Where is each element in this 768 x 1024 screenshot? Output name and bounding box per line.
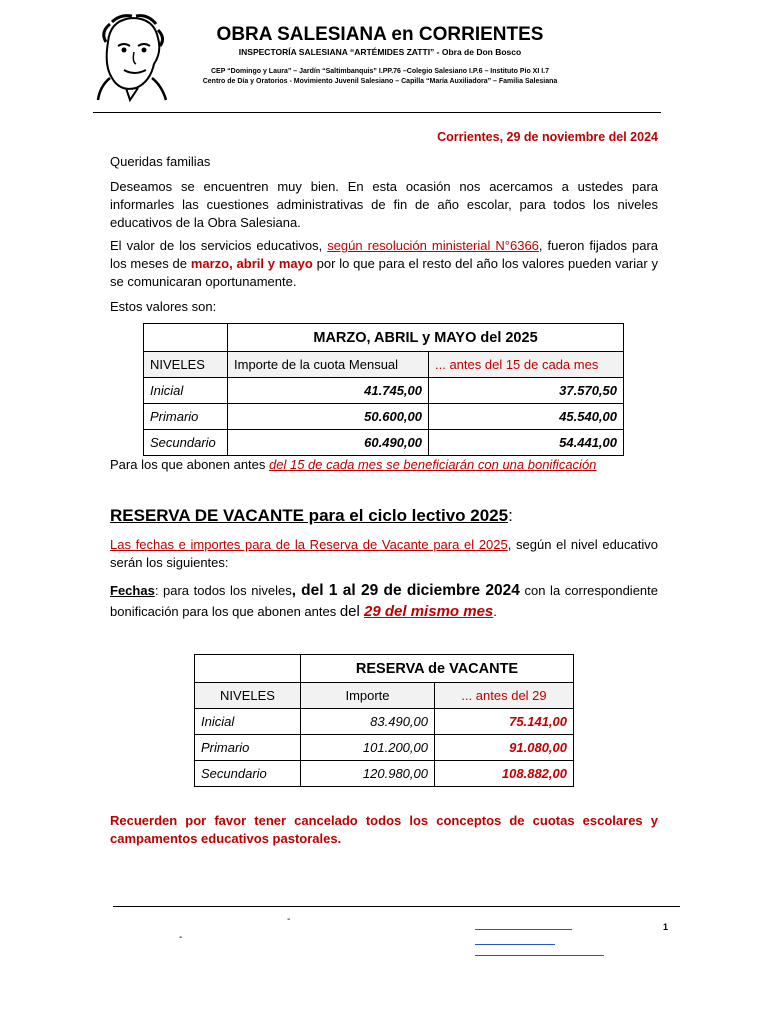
fechas-label: Fechas	[110, 583, 155, 598]
reserva-amount: 101.200,00	[301, 735, 435, 761]
fees-level: Secundario	[144, 430, 228, 456]
reserva-level: Secundario	[195, 761, 301, 787]
reserva-early: 75.141,00	[435, 709, 574, 735]
fees-header-niveles: NIVELES	[144, 352, 228, 378]
org-groups-line: Centro de Día y Oratorios - Movimiento Juvenil Salesiano – Capilla “María Auxiliadora” – Familia Salesiana	[202, 78, 558, 85]
footer-dash: -	[179, 932, 183, 943]
fechas-del: del	[339, 603, 365, 620]
fees-header-antes: ... antes del 15 de cada mes	[429, 352, 624, 378]
reserva-header-antes: ... antes del 29	[435, 683, 574, 709]
fees-level: Inicial	[144, 378, 228, 404]
reserva-header-importe: Importe	[301, 683, 435, 709]
fees-monthly: 50.600,00	[228, 404, 429, 430]
reserva-level: Inicial	[195, 709, 301, 735]
fees-monthly: 60.490,00	[228, 430, 429, 456]
valor-text-1: El valor de los servicios educativos,	[110, 238, 328, 253]
table-row	[195, 761, 574, 787]
org-title: OBRA SALESIANA en CORRIENTES	[216, 24, 544, 45]
header-divider	[93, 112, 661, 113]
reserva-amount: 120.980,00	[301, 761, 435, 787]
valor-text-2: , fueron fijados para los meses de	[110, 238, 658, 271]
table-row	[144, 404, 624, 430]
footer-link[interactable]	[475, 955, 604, 957]
fees-early: 54.441,00	[429, 430, 624, 456]
reserva-intro	[110, 536, 658, 572]
reserva-table-title: RESERVA de VACANTE	[301, 655, 574, 683]
fees-monthly: 41.745,00	[228, 378, 429, 404]
footer-link[interactable]	[475, 944, 555, 946]
fechas-end: .	[493, 604, 497, 619]
page-number: 1	[663, 922, 669, 932]
reserva-level: Primario	[195, 735, 301, 761]
fechas-text-2: con la correspondiente bonificación para los que abonen antes	[110, 583, 658, 619]
values-intro: Estos valores son:	[110, 299, 217, 314]
reserva-heading-colon: :	[508, 506, 513, 525]
table-row	[144, 430, 624, 456]
fechas-comma: ,	[291, 582, 296, 599]
fees-table	[143, 323, 624, 456]
footer-link[interactable]	[475, 929, 572, 931]
table-row	[144, 378, 624, 404]
org-subtitle: INSPECTORÍA SALESIANA “ARTÉMIDES ZATTI” - Obra de Don Bosco	[238, 47, 522, 57]
footer-divider	[113, 906, 680, 907]
valor-text-3: por lo que para el resto del año los valores pueden variar y se comunicaran oportunamente.	[110, 256, 658, 289]
fechas-paragraph	[110, 580, 658, 622]
reserva-heading	[110, 506, 513, 526]
reserva-heading-text: RESERVA DE VACANTE para el ciclo lectivo 2025	[110, 506, 509, 525]
fees-table-corner	[144, 324, 228, 352]
reserva-intro-link[interactable]: Las fechas e importes para de la Reserva de Vacante para el 2025	[110, 537, 508, 552]
valor-paragraph	[110, 237, 658, 291]
letter-date: Corrientes, 29 de noviembre del 2024	[437, 130, 658, 144]
reserva-table-corner	[195, 655, 301, 683]
fees-header-importe: Importe de la cuota Mensual	[228, 352, 429, 378]
discount-text: Para los que abonen antes	[110, 457, 270, 472]
reserva-table	[194, 654, 574, 787]
fechas-text-1: : para todos los niveles	[154, 583, 292, 598]
fechas-deadline: 29 del mismo mes	[364, 603, 494, 620]
greeting: Queridas familias	[110, 154, 211, 169]
footer-dash: -	[287, 914, 291, 925]
discount-note	[110, 456, 658, 474]
reserva-early: 91.080,00	[435, 735, 574, 761]
fees-level: Primario	[144, 404, 228, 430]
valor-months: marzo, abril y mayo	[190, 256, 313, 271]
org-institutions-line: CEP “Domingo y Laura” – Jardín “Saltimbanquis” I.PP.76 –Colegio Salesiano I.P.6 – Instituto Pío XI I.7	[210, 68, 550, 75]
fechas-dates: del 1 al 29 de diciembre 2024	[295, 582, 520, 599]
fees-table-header-row	[144, 352, 624, 378]
discount-link[interactable]: del 15 de cada mes se beneficiarán con una bonificación	[269, 457, 597, 472]
reserva-early: 108.882,00	[435, 761, 574, 787]
fees-early: 45.540,00	[429, 404, 624, 430]
resolution-link[interactable]: según resolución ministerial N°6366	[327, 238, 539, 253]
intro-paragraph: Deseamos se encuentren muy bien. En esta ocasión nos acercamos a ustedes para informarles las cuestiones administrativas de fin de año escolar, para todos los niveles educativos de la Obra Salesiana.	[110, 179, 658, 230]
fees-table-title: MARZO, ABRIL y MAYO del 2025	[228, 324, 624, 352]
fees-early: 37.570,50	[429, 378, 624, 404]
reserva-table-header-row	[195, 683, 574, 709]
reserva-header-niveles: NIVELES	[195, 683, 301, 709]
table-row	[195, 735, 574, 761]
reserva-intro-text: , según el nivel educativo serán los siguientes:	[110, 537, 658, 570]
reminder-note: Recuerden por favor tener cancelado todos los conceptos de cuotas escolares y campamentos educativos pastorales.	[110, 813, 658, 846]
reserva-amount: 83.490,00	[301, 709, 435, 735]
table-row	[195, 709, 574, 735]
